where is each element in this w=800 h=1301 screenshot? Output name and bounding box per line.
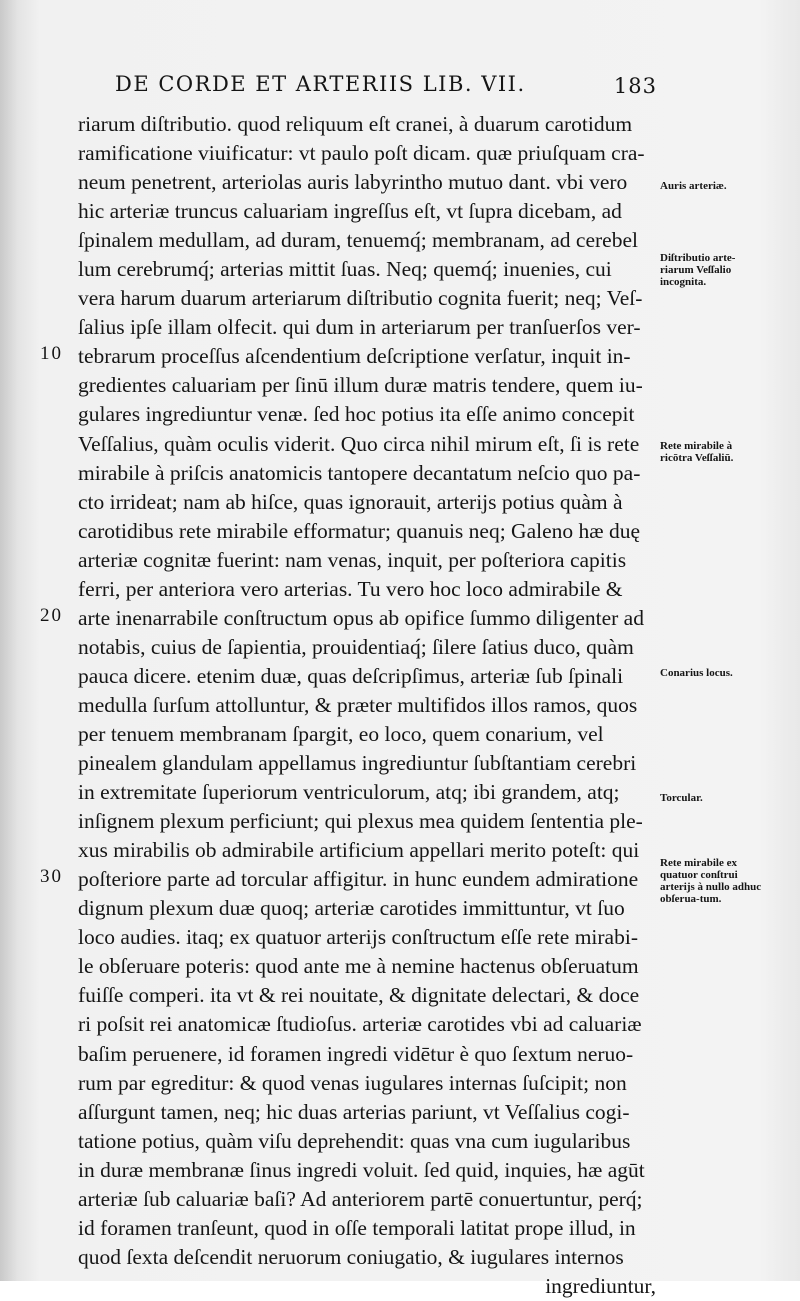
text-line: mirabile à priſcis anatomicis tantopere decantatum neſcio quo pa-: [78, 460, 641, 485]
text-line: ſalius ipſe illam olfecit. qui dum in arteriarum per tranſuerſos ver-: [78, 315, 641, 340]
text-line: cto irrideat; nam ab hiſce, quas ignorauit, arterijs potius quàm à: [78, 489, 623, 514]
text-line: tatione potius, quàm viſu deprehendit: quas vna cum iugularibus: [78, 1128, 631, 1153]
text-line: pinealem glandulam appellamus ingrediuntur ſubſtantiam cerebri: [78, 751, 637, 776]
text-line: tebrarum proceſſus aſcendentium deſcriptione verſatur, inquit in-: [78, 344, 631, 369]
text-line: loco audies. itaq; ex quatuor arterijs conſtructum eſſe rete mirabi-: [78, 925, 638, 950]
header-title: DE CORDE ET ARTERIIS LIB. VII.: [115, 72, 526, 96]
text-line-last: ingrediuntur,: [545, 1273, 656, 1298]
text-line: per tenuem membranam ſpargit, eo loco, quem conarium, vel: [78, 721, 604, 746]
text-line: le obſeruare poteris: quod ante me à nemine hactenus obſeruatum: [78, 954, 639, 979]
text-line: xus mirabilis ob admirabile artificium appellari merito poteſt: qui: [78, 838, 640, 863]
margin-note-torcular: Torcular.: [660, 792, 703, 804]
text-line: gredientes caluariam per ſinū illum duræ matris tendere, quem iu-: [78, 373, 643, 398]
text-line: hic arteriæ truncus caluariam ingreſſus eſt, vt ſupra dicebam, ad: [78, 199, 622, 224]
text-line: in duræ membranæ ſinus ingredi voluit. ſed quid, inquies, hæ agūt: [78, 1157, 645, 1182]
text-line: arte inenarrabile conſtructum opus ab opifice ſummo diligenter ad: [78, 605, 644, 630]
text-line: in extremitate ſuperiorum ventriculorum, atq; ibi grandem, atq;: [78, 780, 620, 805]
text-line: aſſurgunt tamen, neq; hic duas arterias pariunt, vt Veſſalius cogi-: [78, 1099, 630, 1124]
text-line: neum penetrent, arteriolas auris labyrintho mutuo dant. vbi vero: [78, 170, 628, 195]
text-line: quod ſexta deſcendit neruorum coniugatio, & iugulares internos: [78, 1244, 624, 1269]
text-line: poſteriore parte ad torcular affigitur. in hunc eundem admiratione: [78, 867, 639, 892]
text-line: carotidibus rete mirabile efformatur; quanuis neq; Galeno hæ duę: [78, 518, 641, 543]
text-line: ri poſsit rei anatomicæ ſtudioſus. arteriæ carotides vbi ad caluariæ: [78, 1012, 642, 1037]
margin-note-rete-quatuor: Rete mirabile ex quatuor conſtrui arterijs à nullo adhuc obſerua-tum.: [660, 857, 762, 905]
text-line: riarum diſtributio. quod reliquum eſt cranei, à duarum carotidum: [78, 112, 633, 136]
body-text: [78, 110, 656, 1301]
text-line: fuiſſe comperi. ita vt & rei nouitate, & dignitate delectari, & doce: [78, 983, 640, 1008]
text-line: Veſſalius, quàm oculis viderit. Quo circa nihil mirum eſt, ſi is rete: [78, 431, 640, 456]
text-line: rum par egreditur: & quod venas iugulares internas ſuſcipit; non: [78, 1070, 627, 1095]
text-line: medulla ſurſum attolluntur, & præter multifidos illos ramos, quos: [78, 692, 638, 717]
text-line: inſignem plexum perficiunt; qui plexus mea quidem ſententia ple-: [78, 809, 643, 834]
text-line: dignum plexum duæ quoq; arteriæ carotides immittuntur, vt ſuo: [78, 896, 625, 921]
text-line: ramificatione viuificatur: vt paulo poſt dicam. quæ priuſquam cra-: [78, 141, 645, 166]
margin-note-rete: Rete mirabile à ricōtra Veſſaliū.: [660, 440, 734, 464]
margin-note-conarius: Conarius locus.: [660, 667, 733, 679]
text-line: notabis, cuius de ſapientia, prouidentiaq́; ſilere ſatius duco, quàm: [78, 634, 634, 659]
margin-note-distributio: Diſtributio arte-riarum Veſſalio incognita.: [660, 252, 736, 288]
line-number-20: 20: [40, 605, 63, 626]
text-line: vera harum duarum arteriarum diſtributio cognita fuerit; neq; Veſ-: [78, 286, 643, 311]
running-header: [115, 72, 655, 102]
text-line: id foramen tranſeunt, quod in oſſe temporali latitat prope illud, in: [78, 1215, 636, 1240]
margin-note-auris: Auris arteriæ.: [660, 180, 727, 192]
page-number: 183: [613, 74, 657, 98]
line-number-30: 30: [40, 866, 63, 887]
text-line: gulares ingrediuntur venæ. ſed hoc potius ita eſſe animo concepit: [78, 402, 635, 427]
text-line: ſpinalem medullam, ad duram, tenuemq́; membranam, ad cerebel: [78, 228, 638, 253]
text-line: lum cerebrumq́; arterias mittit ſuas. Neq; quemq́; inuenies, cui: [78, 257, 612, 282]
text-line: arteriæ cognitæ fuerint: nam venas, inquit, per poſteriora capitis: [78, 547, 627, 572]
text-line: pauca dicere. etenim duæ, quas deſcripſimus, arteriæ ſub ſpinali: [78, 663, 624, 688]
text-line: ferri, per anteriora vero arterias. Tu vero hoc loco admirabile &: [78, 576, 623, 601]
text-line: baſim peruenere, id foramen ingredi vidētur è quo ſextum neruo-: [78, 1041, 634, 1066]
line-number-10: 10: [40, 343, 63, 364]
text-line: arteriæ ſub caluariæ baſi? Ad anteriorem partē conuertuntur, perq́;: [78, 1186, 643, 1211]
